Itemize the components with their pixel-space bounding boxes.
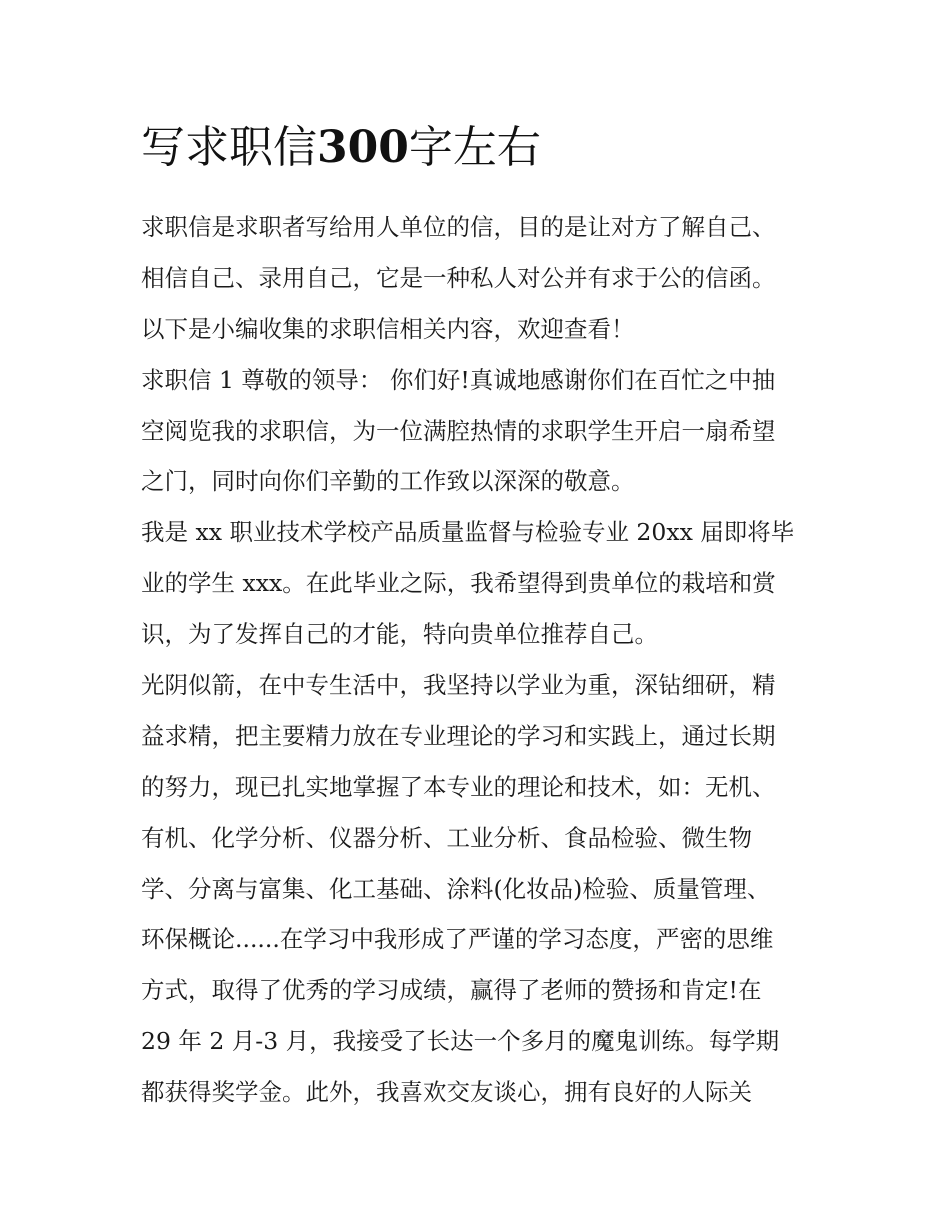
title-prefix: 写求职信 bbox=[141, 122, 317, 173]
body-line: 业的学生 xxx。在此毕业之际，我希望得到贵单位的栽培和赏 bbox=[141, 569, 776, 598]
document-title bbox=[141, 118, 541, 178]
body-line: 识，为了发挥自己的才能，特向贵单位推荐自己。 bbox=[141, 620, 658, 649]
body-line: 的努力，现已扎实地掌握了本专业的理论和技术，如：无机、 bbox=[141, 772, 776, 801]
body-line: 方式，取得了优秀的学习成绩，赢得了老师的赞扬和肯定!在 bbox=[141, 976, 762, 1005]
document-body bbox=[141, 202, 821, 1118]
body-line: 空阅览我的求职信，为一位满腔热情的求职学生开启一扇希望 bbox=[141, 416, 776, 445]
body-line: 光阴似箭，在中专生活中，我坚持以学业为重，深钻细研，精 bbox=[141, 671, 776, 700]
body-line: 我是 xx 职业技术学校产品质量监督与检验专业 20xx 届即将毕 bbox=[141, 518, 795, 547]
title-number: 300 bbox=[317, 122, 409, 173]
body-line: 之门，同时向你们辛勤的工作致以深深的敬意。 bbox=[141, 467, 635, 496]
title-suffix: 字左右 bbox=[408, 122, 541, 173]
body-line: 有机、化学分析、仪器分析、工业分析、食品检验、微生物 bbox=[141, 823, 752, 852]
body-line: 求职信是求职者写给用人单位的信，目的是让对方了解自己、 bbox=[141, 213, 776, 241]
body-line: 益求精，把主要精力放在专业理论的学习和实践上，通过长期 bbox=[141, 721, 776, 750]
body-line: 以下是小编收集的求职信相关内容，欢迎查看！ bbox=[141, 314, 635, 343]
body-line: 29 年 2 月-3 月，我接受了长达一个多月的魔鬼训练。每学期 bbox=[141, 1027, 780, 1056]
body-line: 求职信 1 尊敬的领导： 你们好!真诚地感谢你们在百忙之中抽 bbox=[141, 365, 776, 394]
body-line: 相信自己、录用自己，它是一种私人对公并有求于公的信函。 bbox=[141, 263, 776, 292]
body-line: 学、分离与富集、化工基础、涂料(化妆品)检验、质量管理、 bbox=[141, 874, 771, 903]
body-line: 环保概论......在学习中我形成了严谨的学习态度，严密的思维 bbox=[141, 925, 774, 954]
body-line: 都获得奖学金。此外，我喜欢交友谈心，拥有良好的人际关 bbox=[141, 1078, 752, 1107]
